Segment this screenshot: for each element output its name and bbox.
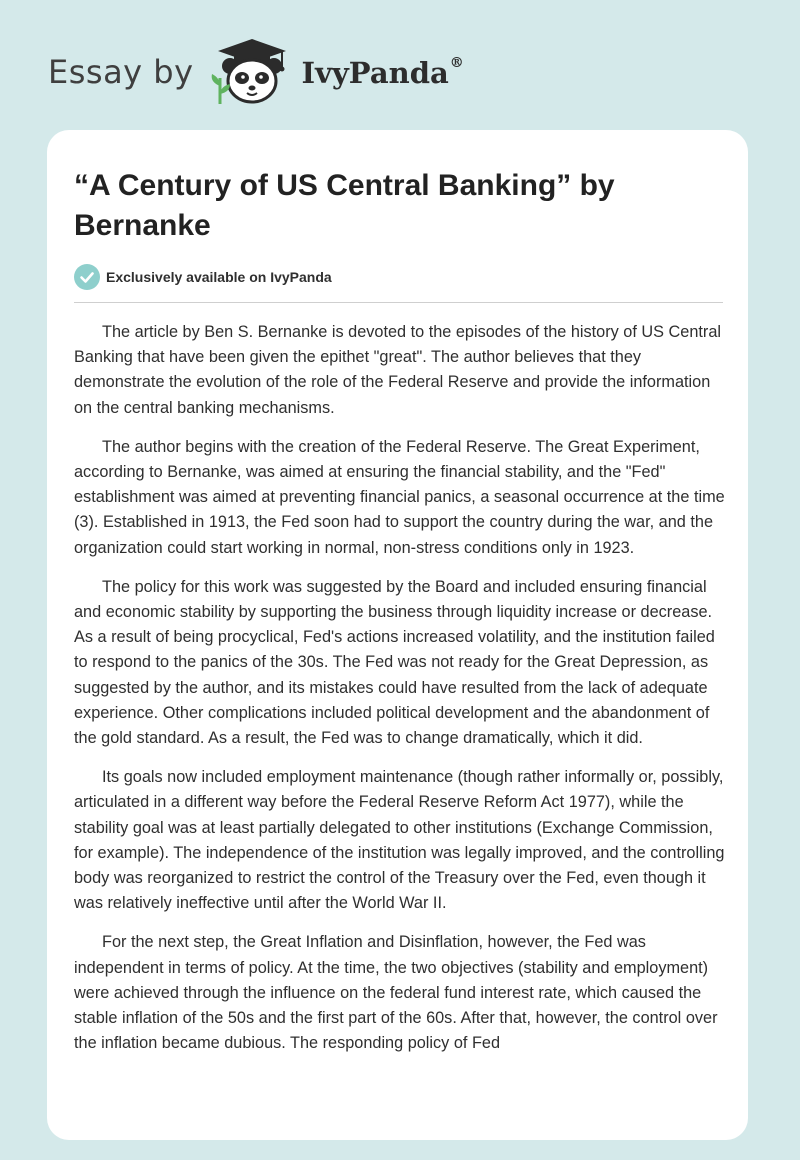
exclusive-badge (74, 264, 332, 290)
brand-name[interactable] (302, 55, 464, 90)
check-circle-icon (74, 264, 100, 290)
panda-graduate-icon[interactable] (206, 36, 298, 108)
paragraph: The policy for this work was suggested by the Board and included ensuring financial and economic stability by supporting the business through liquidity increase or decrease. As a result of being procyclical, Fed's actions increased volatility, and the institution failed to respond to the panics of the 30s. The Fed was not ready for the Great Depression, as suggested by the author, and its mistakes could have resulted from the lack of adequate experience. Other complications included political development and the abandonment of the gold standard. As a result, the Fed was to change dramatically, which it did. (74, 577, 715, 748)
essay-by-label: Essay by (48, 53, 194, 91)
article-card (47, 130, 748, 1140)
paragraph: Its goals now included employment maintenance (though rather informally or, possibly, articulated in a different way before the Federal Reserve Reform Act 1977), while the stability goal was at least partially delegated to other institutions (Exchange Commission, for example). The independence of the institution was legally improved, and the controlling body was reorganized to restrict the control of the Treasury over the Fed, even though it was relatively ineffective until after the World War II. (74, 768, 725, 913)
brand-text: IvyPanda (301, 55, 449, 90)
paragraph: The article by Ben S. Bernanke is devoted to the episodes of the history of US Central Banking that have been given the epithet "great". The author believes that they demonstrate the evolution of the role of the Federal Reserve and provide the information on the central banking mechanisms. (74, 323, 722, 417)
paragraph: For the next step, the Great Inflation and Disinflation, however, the Fed was independent in terms of policy. At the time, the two objectives (stability and employment) were achieved through the influence on the federal fund interest rate, which caused the stable inflation of the 50s and the first part of the 60s. After that, however, the control over the inflation became dubious. The responding policy of Fed (74, 933, 718, 1053)
site-header (48, 36, 464, 108)
article-title: “A Century of US Central Banking” by Bernanke (74, 169, 615, 242)
registered-mark: ® (449, 54, 464, 71)
exclusive-badge-text: Exclusively available on IvyPanda (106, 269, 332, 285)
title-divider (74, 302, 723, 303)
article-body (74, 320, 726, 1070)
paragraph: The author begins with the creation of the Federal Reserve. The Great Experiment, according to Bernanke, was aimed at ensuring the financial stability, and the "Fed" establishment was aimed at preventing financial panics, a seasonal occurrence at the time (3). Established in 1913, the Fed soon had to support the country during the war, and the organization could start working in normal, non-stress conditions only in 1923. (74, 437, 725, 557)
